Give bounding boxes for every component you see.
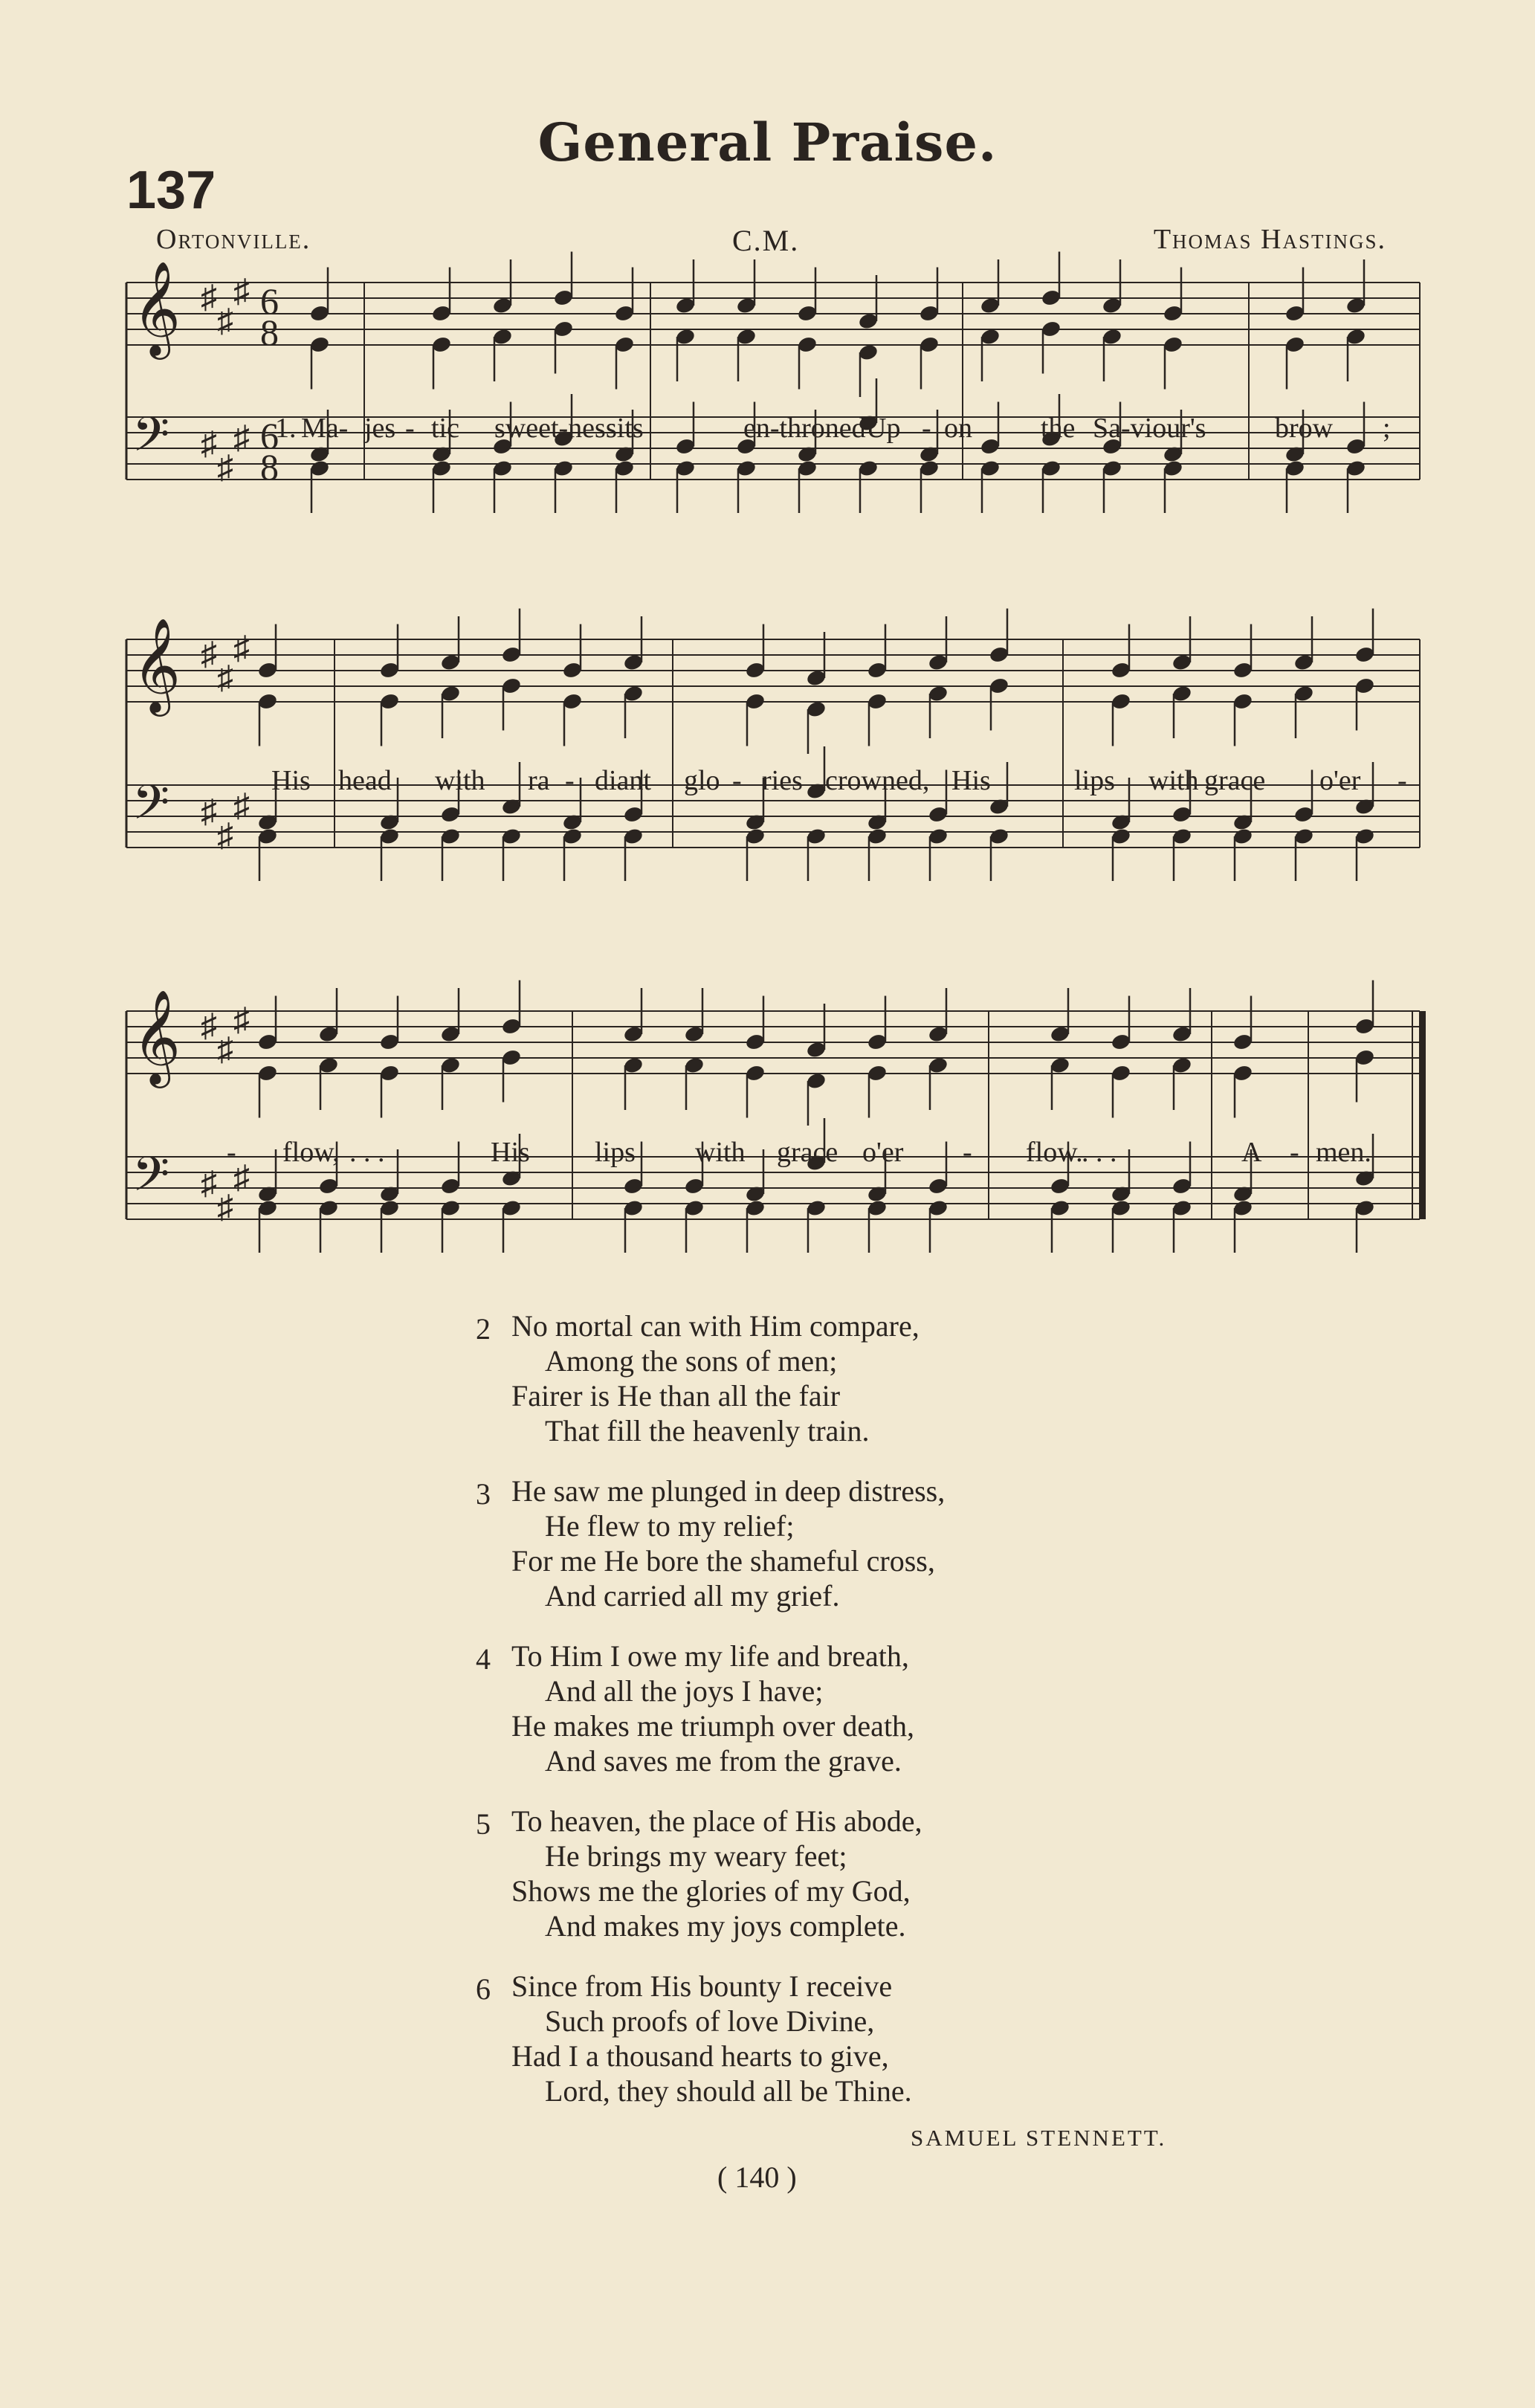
stanza-line: He flew to my relief; (545, 1509, 795, 1543)
stanza-line: Had I a thousand hearts to give, (511, 2039, 889, 2073)
stanza-number: 6 (476, 1972, 491, 2006)
lyric-syllable: jes (364, 413, 396, 444)
time-signature-bottom: 8 (260, 312, 279, 353)
bass-clef: 𝄢 (132, 776, 170, 841)
lyric-syllable: - (1397, 765, 1407, 796)
lyric-syllable: tic (431, 413, 459, 444)
sharp-icon: ♯ (217, 1031, 233, 1068)
lyric-syllable: crowned, (825, 765, 930, 796)
stanza-number: 3 (476, 1477, 491, 1511)
lyric-syllable: sits (606, 413, 644, 444)
stanza-line: He brings my weary feet; (545, 1839, 847, 1873)
lyric-syllable: A (1241, 1137, 1262, 1168)
lyric-syllable: en-throned (743, 413, 866, 444)
treble-clef: 𝄞 (132, 263, 181, 354)
lyric-syllable: o'er (862, 1137, 904, 1168)
lyric-syllable: head (338, 765, 392, 796)
sharp-icon: ♯ (217, 1189, 233, 1225)
stanza-line: And all the joys I have; (545, 1674, 824, 1708)
stanza-line: Shows me the glories of my God, (511, 1874, 911, 1908)
lyric-syllable: the (1041, 413, 1076, 444)
lyric-syllable: with (1148, 765, 1199, 796)
lyric-syllable: His (271, 765, 311, 796)
lyric-syllable: grace (1204, 765, 1266, 796)
sharp-icon: ♯ (201, 279, 217, 315)
stanza-line: That fill the heavenly train. (545, 1414, 870, 1447)
lyric-syllable: His (491, 1137, 530, 1168)
lyric-syllable: with (695, 1137, 746, 1168)
stanza-line: And saves me from the grave. (545, 1744, 902, 1778)
lyric-syllable: - (227, 1137, 236, 1168)
stanza-number: 2 (476, 1312, 491, 1346)
sharp-icon: ♯ (233, 1159, 250, 1195)
lyric-syllable: grace (777, 1137, 838, 1168)
sharp-icon: ♯ (233, 787, 250, 824)
lyric-syllable: glo (684, 765, 720, 796)
stanza-line: Among the sons of men; (545, 1344, 838, 1378)
lyric-syllable: brow (1275, 413, 1334, 444)
sharp-icon: ♯ (201, 793, 217, 830)
bass-clef: 𝄢 (132, 1148, 170, 1213)
author: SAMUEL STENNETT. (911, 2125, 1167, 2151)
stanza-number: 5 (476, 1807, 491, 1841)
sharp-icon: ♯ (233, 630, 250, 666)
lyric-syllable: - (922, 413, 931, 444)
lyric-syllable: ries (762, 765, 803, 796)
lyric-syllable: o'er (1319, 765, 1361, 796)
stanza-line: Fairer is He than all the fair (511, 1379, 841, 1413)
stanza-line: For me He bore the shameful cross, (511, 1544, 935, 1578)
treble-clef: 𝄞 (132, 620, 181, 711)
lyric-syllable: sweet-ness (494, 413, 617, 444)
lyric-syllable: - (732, 765, 742, 796)
stanza-line: And carried all my grief. (545, 1579, 840, 1613)
sharp-icon: ♯ (201, 1007, 217, 1044)
treble-clef: 𝄞 (132, 992, 181, 1082)
sharp-icon: ♯ (201, 1165, 217, 1201)
lyric-syllable: Sa-viour's (1093, 413, 1206, 444)
lyric-syllable: on (944, 413, 972, 444)
lyric-syllable: His (951, 765, 991, 796)
bass-clef: 𝄢 (132, 408, 170, 473)
lyric-syllable: flow, (282, 1137, 340, 1168)
stanza-line: And makes my joys complete. (545, 1909, 906, 1943)
sharp-icon: ♯ (217, 659, 233, 696)
page-number: ( 140 ) (717, 2160, 797, 2194)
lyric-syllable: - (1290, 1137, 1299, 1168)
stanza-line: Such proofs of love Divine, (545, 2004, 875, 2038)
stanza-line: To heaven, the place of His abode, (511, 1804, 922, 1838)
sharp-icon: ♯ (233, 273, 250, 309)
stanza-line: Since from His bounty I receive (511, 1969, 893, 2003)
sharp-icon: ♯ (233, 419, 250, 456)
sharp-icon: ♯ (217, 303, 233, 339)
lyric-syllable: Ma- (301, 413, 349, 444)
stanza-number: 4 (476, 1642, 491, 1676)
lyric-syllable: - (963, 1137, 972, 1168)
composer: Thomas Hastings. (1153, 224, 1386, 255)
stanza-line: He makes me triumph over death, (511, 1709, 915, 1743)
stanza-line: To Him I owe my life and breath, (511, 1639, 909, 1673)
lyric-syllable: . . . (349, 1137, 385, 1168)
lyric-syllable: Up (866, 413, 901, 444)
section-title: General Praise. (537, 112, 998, 173)
stanza-line: No mortal can with Him compare, (511, 1309, 920, 1343)
lyric-syllable: ; (1383, 413, 1391, 444)
stanza-line: He saw me plunged in deep distress, (511, 1474, 946, 1508)
lyric-syllable: lips (1074, 765, 1115, 796)
lyric-syllable: . . . (1082, 1137, 1117, 1168)
lyric-syllable: ra (528, 765, 550, 796)
sharp-icon: ♯ (233, 1001, 250, 1038)
lyric-syllable: 1. (275, 413, 297, 444)
time-signature-top: 6 (260, 280, 279, 322)
sharp-icon: ♯ (217, 817, 233, 853)
lyric-syllable: flow. (1026, 1137, 1083, 1168)
hymn-number: 137 (126, 161, 216, 220)
lyric-syllable: - (405, 413, 415, 444)
lyric-syllable: - (565, 765, 575, 796)
sharp-icon: ♯ (201, 425, 217, 462)
lyric-syllable: men. (1316, 1137, 1371, 1168)
sharp-icon: ♯ (217, 449, 233, 485)
time-signature-top: 6 (260, 415, 279, 456)
lyric-syllable: diant (595, 765, 651, 796)
stanza-line: Lord, they should all be Thine. (545, 2074, 912, 2108)
tune-name: Ortonville. (156, 224, 311, 255)
lyric-syllable: with (435, 765, 485, 796)
meter: C.M. (732, 224, 800, 257)
sharp-icon: ♯ (201, 636, 217, 672)
lyric-syllable: lips (595, 1137, 636, 1168)
time-signature-bottom: 8 (260, 446, 279, 488)
